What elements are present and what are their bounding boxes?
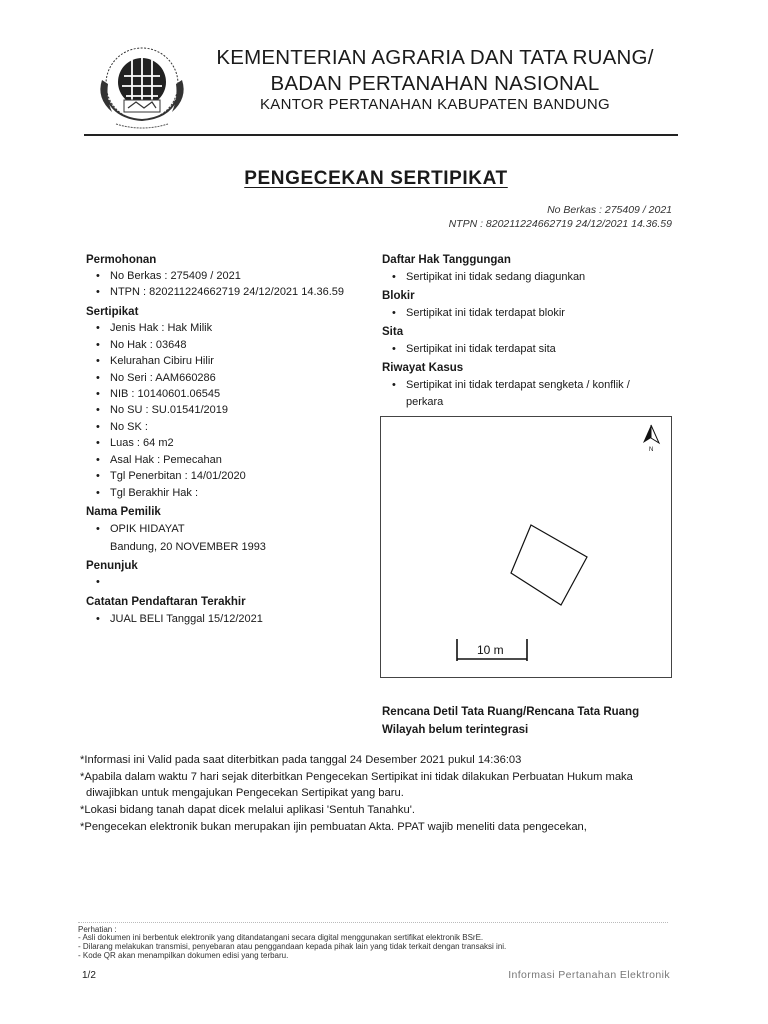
list-item: • Tgl Penerbitan : 14/01/2020 — [96, 470, 246, 482]
ministry-name: KEMENTERIAN AGRARIA DAN TATA RUANG/ — [216, 46, 654, 69]
note-item: *Apabila dalam waktu 7 hari sejak diterbitkan Pengecekan Sertipikat ini tidak dilakukan Perbuatan Hukum maka — [80, 771, 633, 783]
footer-line: - Kode QR akan menampilkan dokumen edisi yang terbaru. — [78, 951, 289, 960]
owner-birth: Bandung, 20 NOVEMBER 1993 — [110, 541, 266, 553]
footer-brand: Informasi Pertanahan Elektronik — [508, 969, 670, 981]
agency-name: BADAN PERTANAHAN NASIONAL — [270, 72, 600, 95]
document-title: PENGECEKAN SERTIPIKAT — [244, 168, 508, 189]
list-item: • NIB : 10140601.06545 — [96, 388, 221, 400]
permohonan-heading: Permohonan — [86, 254, 157, 266]
note-item-continuation: diwajibkan untuk mengajukan Pengecekan Sertipikat yang baru. — [86, 787, 404, 799]
rtr-line-1: Rencana Detil Tata Ruang/Rencana Tata Ruang — [382, 706, 640, 718]
reference-no-berkas: No Berkas : 275409 / 2021 — [547, 204, 672, 216]
list-item: • Sertipikat ini tidak terdapat blokir — [392, 307, 565, 319]
header-divider — [84, 134, 678, 136]
list-item: • Sertipikat ini tidak terdapat sita — [392, 343, 556, 355]
list-item: • Sertipikat ini tidak sedang diagunkan — [392, 271, 586, 283]
pemilik-heading: Nama Pemilik — [86, 506, 161, 518]
footer-divider — [78, 922, 668, 923]
north-label: N — [649, 447, 654, 453]
office-name: KANTOR PERTANAHAN KABUPATEN BANDUNG — [259, 96, 610, 113]
sertipikat-heading: Sertipikat — [86, 306, 139, 318]
bpn-logo — [86, 40, 198, 132]
footer-line: - Dilarang melakukan transmisi, penyebaran atau penggandaan kepada pihak lain yang tidak terkait dengan transaksi ini. — [78, 942, 507, 951]
owner-name: • OPIK HIDAYAT — [96, 523, 185, 535]
penunjuk-bullet: • — [96, 576, 100, 588]
hak-tanggungan-heading: Daftar Hak Tanggungan — [382, 254, 511, 266]
list-item: • No Seri : AAM660286 — [96, 372, 216, 384]
page-number: 1/2 — [82, 970, 96, 981]
list-item: • No Hak : 03648 — [96, 339, 187, 351]
rtr-line-2: Wilayah belum terintegrasi — [382, 724, 529, 736]
list-item: • Asal Hak : Pemecahan — [96, 454, 222, 466]
footer-line: - Asli dokumen ini berbentuk elektronik yang ditandatangani secara digital menggunakan sertifikat elektronik BSrE. — [78, 933, 484, 942]
riwayat-heading: Riwayat Kasus — [382, 362, 464, 374]
footer-heading: Perhatian : — [78, 925, 117, 934]
list-item: • Jenis Hak : Hak Milik — [96, 322, 213, 334]
scale-label: 10 m — [477, 643, 504, 657]
blokir-heading: Blokir — [382, 290, 415, 302]
parcel-map-drawing — [381, 417, 671, 677]
list-item: • JUAL BELI Tanggal 15/12/2021 — [96, 613, 263, 625]
list-item-continuation: perkara — [406, 396, 444, 408]
note-item: *Pengecekan elektronik bukan merupakan ijin pembuatan Akta. PPAT wajib meneliti data pengecekan, — [80, 821, 587, 833]
parcel-map — [380, 416, 672, 678]
list-item: • Luas : 64 m2 — [96, 437, 174, 449]
north-arrow-icon — [643, 425, 659, 443]
list-item: • Kelurahan Cibiru Hilir — [96, 355, 214, 367]
sita-heading: Sita — [382, 326, 404, 338]
list-item: • No SU : SU.01541/2019 — [96, 404, 229, 416]
penunjuk-heading: Penunjuk — [86, 560, 138, 572]
list-item: • Sertipikat ini tidak terdapat sengketa / konflik / — [392, 379, 630, 391]
note-item: *Informasi ini Valid pada saat diterbitkan pada tanggal 24 Desember 2021 pukul 14:36:03 — [80, 754, 522, 766]
list-item: • NTPN : 820211224662719 24/12/2021 14.36.59 — [96, 286, 345, 298]
list-item: • No SK : — [96, 421, 148, 433]
catatan-heading: Catatan Pendaftaran Terakhir — [86, 596, 246, 608]
parcel-boundary — [511, 525, 587, 605]
note-item: *Lokasi bidang tanah dapat dicek melalui aplikasi 'Sentuh Tanahku'. — [80, 804, 415, 816]
reference-ntpn: NTPN : 820211224662719 24/12/2021 14.36.59 — [448, 218, 672, 230]
list-item: • No Berkas : 275409 / 2021 — [96, 270, 241, 282]
list-item: • Tgl Berakhir Hak : — [96, 487, 199, 499]
